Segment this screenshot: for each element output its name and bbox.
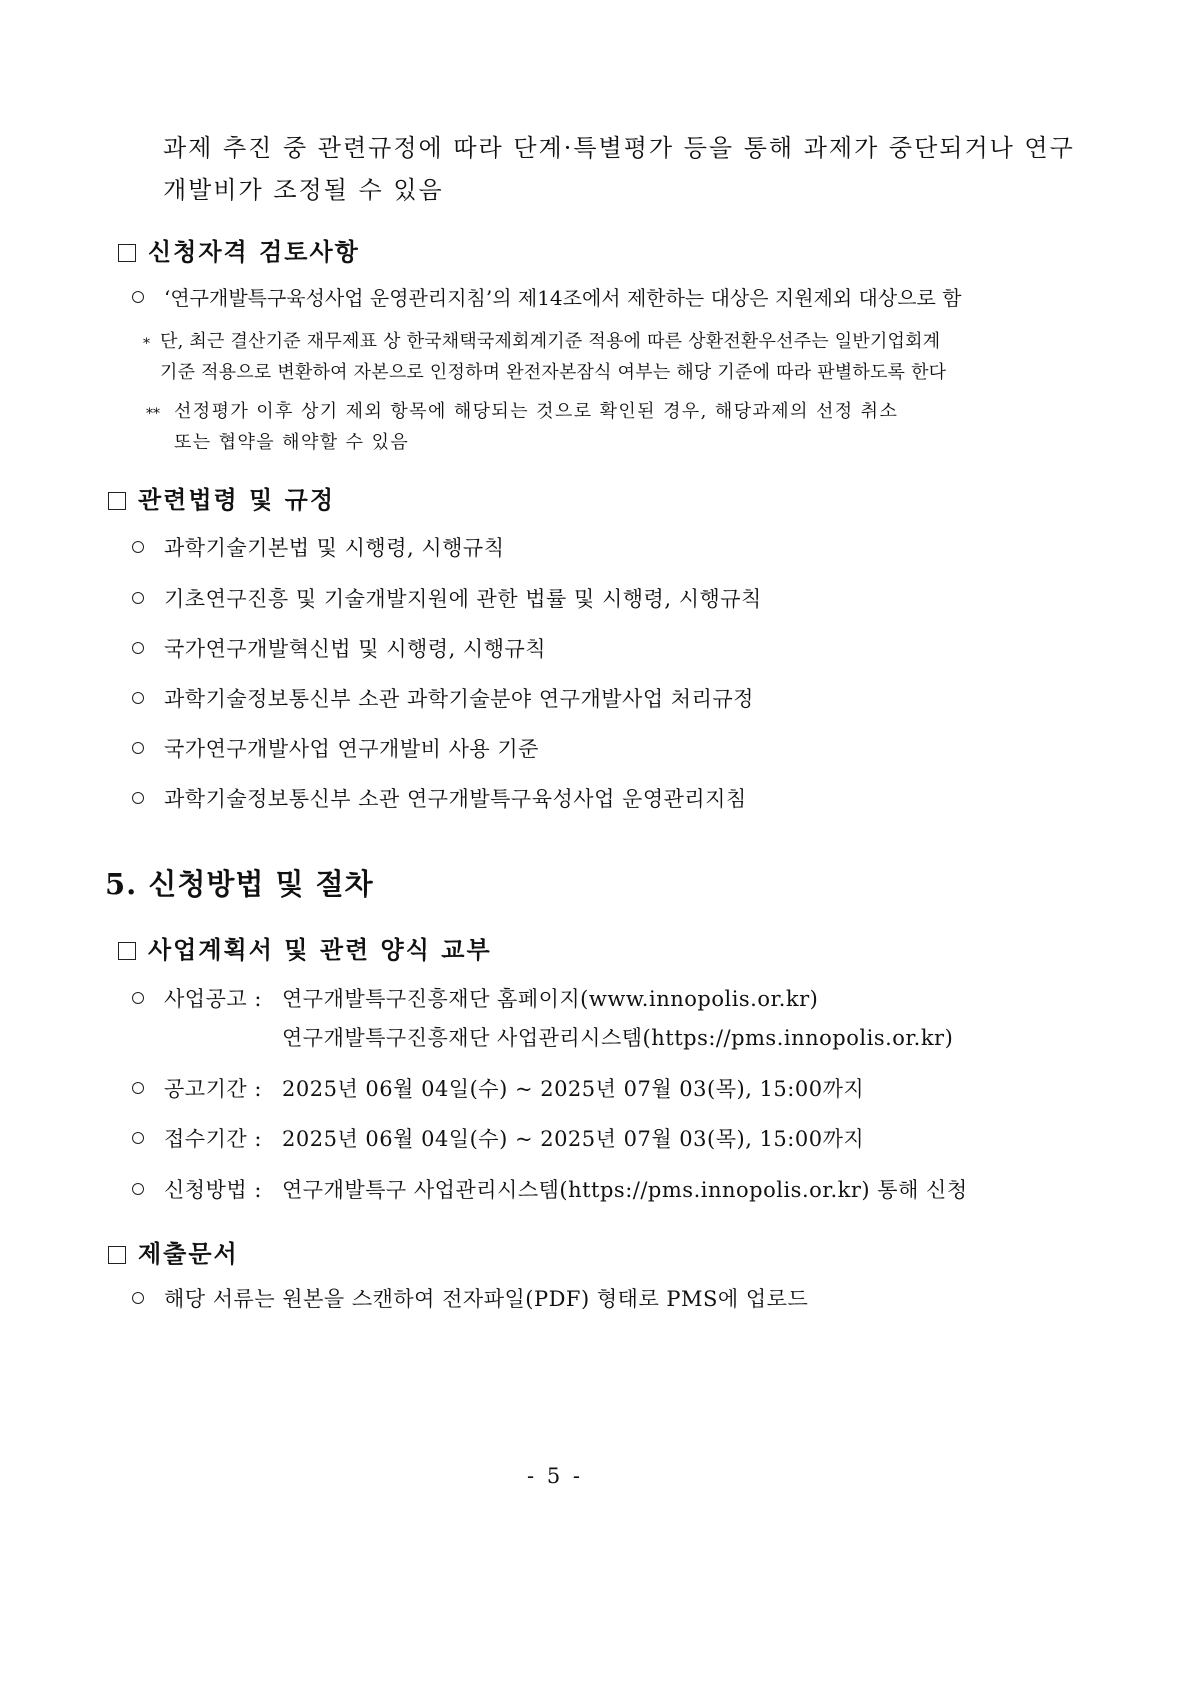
reception-row bbox=[132, 1123, 864, 1153]
period-value: 2025년 06월 04일(수) ~ 2025년 07월 03(목), 15:00까지 bbox=[282, 1077, 865, 1101]
note-2-line-1: 선정평가 이후 상기 제외 항목에 해당되는 것으로 확인된 경우, 해당과제의 선정 취소 bbox=[174, 401, 899, 422]
circle-bullet-icon bbox=[132, 742, 144, 754]
circle-bullet-icon bbox=[132, 1082, 144, 1094]
documents-item-1-text: 해당 서류는 원본을 스캔하여 전자파일(PDF) 형태로 PMS에 업로드 bbox=[164, 1287, 809, 1311]
documents-heading-text: 제출문서 bbox=[138, 1239, 239, 1268]
circle-bullet-icon bbox=[132, 692, 144, 704]
circle-bullet-icon bbox=[132, 792, 144, 804]
law-item bbox=[132, 532, 505, 562]
note-1-line-2: 기준 적용으로 변환하여 자본으로 인정하며 완전자본잠식 여부는 해당 기준에 따라 판별하도록 한다 bbox=[160, 362, 947, 383]
law-item-text: 과학기술정보통신부 소관 연구개발특구육성사업 운영관리지침 bbox=[164, 787, 747, 811]
circle-bullet-icon bbox=[132, 1292, 144, 1304]
law-item bbox=[132, 683, 754, 713]
law-item-text: 기초연구진흥 및 기술개발지원에 관한 법률 및 시행령, 시행규칙 bbox=[164, 587, 762, 611]
circle-bullet-icon bbox=[132, 992, 144, 1004]
law-item bbox=[132, 733, 539, 763]
eligibility-item-1-text: ‘연구개발특구육성사업 운영관리지침’의 제14조에서 제한하는 대상은 지원제외 대상으로 함 bbox=[164, 286, 962, 310]
circle-bullet-icon bbox=[132, 541, 144, 553]
documents-item-1 bbox=[132, 1283, 808, 1313]
period-row bbox=[132, 1073, 864, 1103]
checkbox-square-icon bbox=[108, 1246, 126, 1264]
circle-bullet-icon bbox=[132, 291, 144, 303]
notice-row bbox=[132, 983, 818, 1013]
eligibility-heading-text: 신청자격 검토사항 bbox=[148, 237, 360, 266]
laws-heading bbox=[108, 480, 335, 515]
note-2-mark: ** bbox=[146, 406, 160, 422]
circle-bullet-icon bbox=[132, 1183, 144, 1195]
checkbox-square-icon bbox=[118, 942, 136, 960]
note-2-line-2: 또는 협약을 해약할 수 있음 bbox=[174, 432, 410, 453]
circle-bullet-icon bbox=[132, 592, 144, 604]
method-row bbox=[132, 1174, 968, 1204]
note-1-line-1: 단, 최근 결산기준 재무제표 상 한국채택국제회계기준 적용에 따른 상환전환우선주는 일반기업회계 bbox=[160, 331, 941, 352]
law-item bbox=[132, 583, 762, 613]
documents-heading bbox=[108, 1234, 239, 1269]
method-value: 연구개발특구 사업관리시스템(https://pms.innopolis.or.kr) 통해 신청 bbox=[282, 1178, 968, 1202]
law-item-text: 과학기술정보통신부 소관 과학기술분야 연구개발사업 처리규정 bbox=[164, 687, 754, 711]
distribution-heading bbox=[118, 930, 492, 965]
law-item bbox=[132, 783, 747, 813]
notice-value-line-1: 연구개발특구진흥재단 홈페이지(www.innopolis.or.kr) bbox=[282, 987, 819, 1011]
notice-value-line-2: 연구개발특구진흥재단 사업관리시스템(https://pms.innopolis.or.kr) bbox=[282, 1026, 954, 1050]
section-5-title: 5. 신청방법 및 절차 bbox=[105, 867, 374, 901]
note-1-mark: * bbox=[143, 336, 150, 352]
reception-label: 접수기간 : bbox=[164, 1127, 262, 1151]
law-item-text: 과학기술기본법 및 시행령, 시행규칙 bbox=[164, 536, 505, 560]
method-label: 신청방법 : bbox=[164, 1178, 262, 1202]
distribution-heading-text: 사업계획서 및 관련 양식 교부 bbox=[148, 935, 492, 964]
circle-bullet-icon bbox=[132, 642, 144, 654]
law-item bbox=[132, 633, 546, 663]
law-item-text: 국가연구개발사업 연구개발비 사용 기준 bbox=[164, 737, 539, 761]
laws-heading-text: 관련법령 및 규정 bbox=[138, 485, 335, 514]
intro-line-1: 과제 추진 중 관련규정에 따라 단계·특별평가 등을 통해 과제가 중단되거나 연구 bbox=[163, 134, 1075, 162]
reception-value: 2025년 06월 04일(수) ~ 2025년 07월 03(목), 15:00까지 bbox=[282, 1127, 865, 1151]
notice-label: 사업공고 : bbox=[164, 987, 262, 1011]
page-number: - 5 - bbox=[527, 1464, 583, 1488]
eligibility-heading bbox=[118, 232, 360, 267]
period-label: 공고기간 : bbox=[164, 1077, 262, 1101]
checkbox-square-icon bbox=[118, 244, 136, 262]
law-item-text: 국가연구개발혁신법 및 시행령, 시행규칙 bbox=[164, 637, 547, 661]
eligibility-item-1 bbox=[132, 282, 962, 311]
intro-line-2: 개발비가 조정될 수 있음 bbox=[163, 176, 444, 204]
circle-bullet-icon bbox=[132, 1132, 144, 1144]
checkbox-square-icon bbox=[108, 492, 126, 510]
